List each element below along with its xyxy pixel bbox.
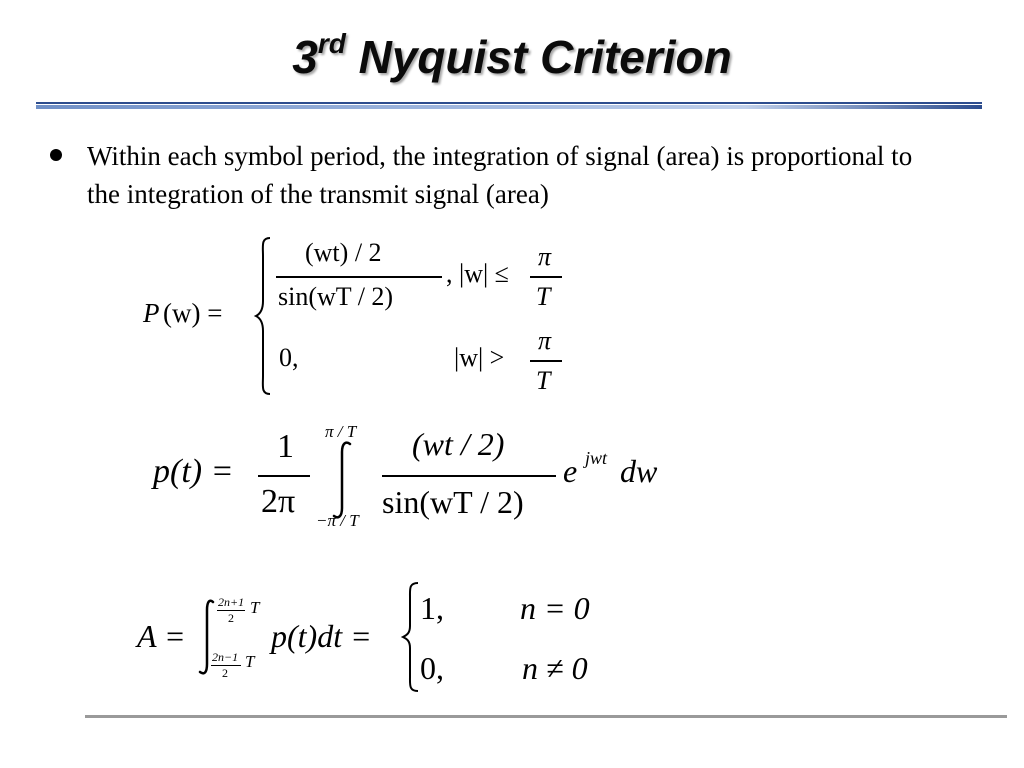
eq2-integrand-denominator: sin(wT / 2): [382, 484, 524, 520]
eq2-dw: dw: [620, 453, 658, 489]
eq3-case1-condition: n = 0: [520, 590, 590, 626]
eq2-frac-numerator: 1: [277, 428, 294, 465]
eq1-case2-value: 0,: [279, 343, 299, 372]
slide-title: [0, 28, 1024, 83]
eq2-frac-bar: [258, 475, 310, 477]
title-number: 3: [292, 31, 318, 83]
eq3-lhs: A =: [137, 618, 186, 654]
eq1-case1-condition: , |w| ≤: [446, 259, 509, 288]
eq3-upper-den: 2: [228, 611, 234, 625]
eq1-case1-denominator: sin(wT / 2): [278, 282, 394, 311]
eq1-case1-numerator: (wt) / 2: [305, 238, 382, 267]
eq1-case2-condition: |w| >: [454, 343, 505, 372]
eq3-left-brace: [400, 581, 422, 693]
title-underline: [36, 102, 982, 109]
eq2-integrand-numerator: (wt / 2): [412, 426, 505, 462]
eq2-frac-denominator: 2π: [261, 483, 296, 520]
eq1-case2-pi-bar: [530, 360, 562, 362]
eq1-case2-T: T: [536, 366, 551, 395]
title-superscript: rd: [317, 28, 346, 59]
eq2-lower-limit: −π / T: [316, 511, 359, 530]
eq1-P: P: [143, 298, 160, 328]
eq1-case2-pi: π: [538, 326, 552, 355]
eq3-lower-T: T: [245, 652, 255, 671]
bullet-marker: [50, 149, 62, 161]
eq2-integrand-bar: [382, 475, 556, 477]
eq3-integrand: p(t)dt =: [271, 618, 372, 654]
eq3-case2-condition: n ≠ 0: [522, 650, 588, 686]
eq3-upper-num: 2n+1: [218, 595, 245, 609]
eq3-lower-num: 2n−1: [212, 650, 239, 664]
eq1-left-brace: [254, 236, 274, 396]
eq2-exp-base: e: [563, 453, 578, 489]
eq3-case2-value: 0,: [420, 650, 444, 686]
eq2-exponent: jwt: [585, 448, 608, 468]
eq1-case1-pi-bar: [530, 276, 562, 278]
eq3-upper-T: T: [250, 598, 260, 617]
eq1-lhs-arg: (w) =: [163, 298, 223, 328]
footer-divider: [85, 715, 1007, 718]
bullet-text: Within each symbol period, the integration of signal (area) is proportional to the integration of the transmit signal (area): [87, 141, 913, 209]
eq1-case1-pi: π: [538, 242, 552, 271]
eq3-lower-den: 2: [222, 666, 228, 680]
eq2-lhs: p(t) =: [153, 453, 234, 490]
eq3-integral-sign: [196, 598, 218, 678]
eq1-case1-fraction-bar: [276, 276, 442, 278]
eq2-integral-sign: [328, 440, 358, 520]
eq2-upper-limit: π / T: [325, 422, 357, 441]
title-text: Nyquist Criterion: [345, 31, 732, 83]
eq1-case1-T: T: [536, 282, 551, 311]
eq3-case1-value: 1,: [420, 590, 444, 626]
